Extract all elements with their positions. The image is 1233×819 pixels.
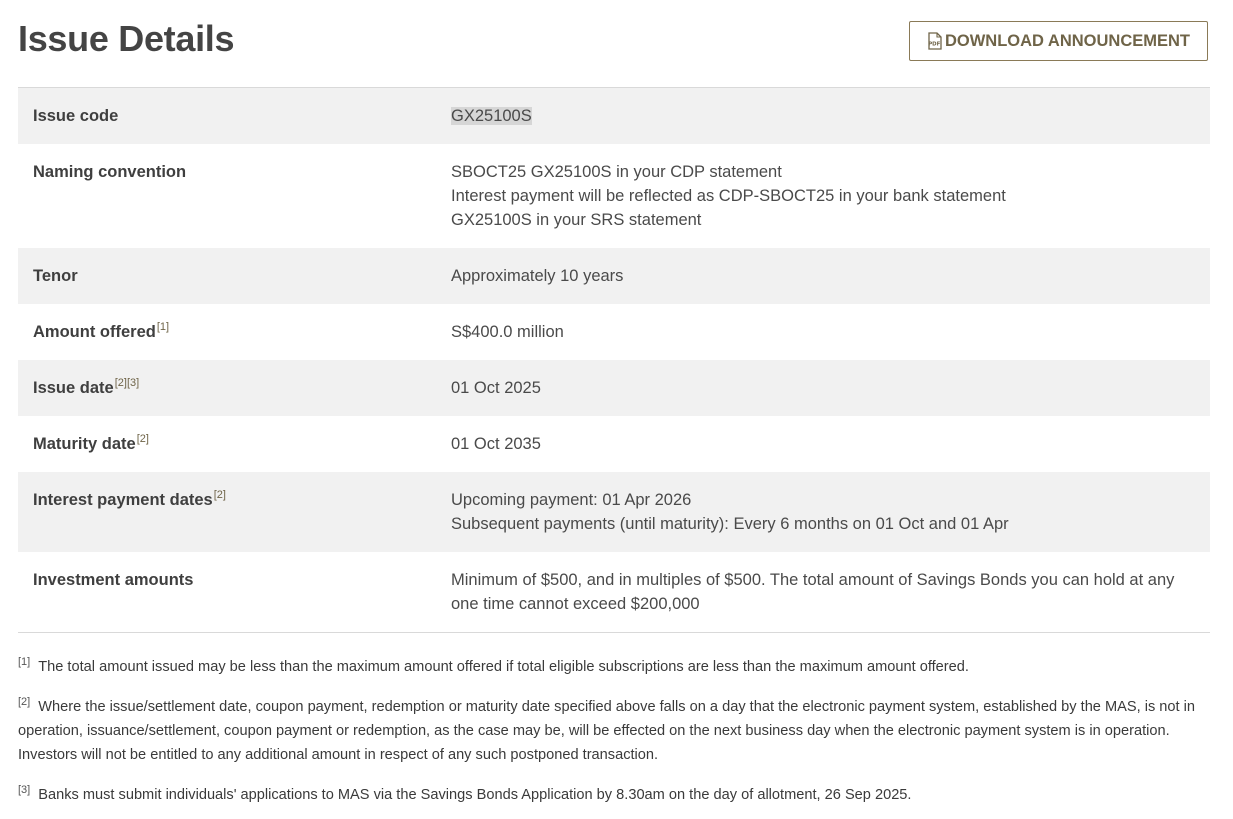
row-label-text: Tenor (33, 267, 78, 285)
row-value (421, 88, 1210, 145)
download-announcement-button[interactable] (909, 21, 1208, 61)
row-label (18, 416, 421, 472)
row-value (421, 552, 1210, 633)
row-label (18, 304, 421, 360)
row-label-text: Investment amounts (33, 571, 194, 589)
row-maturity-date (18, 416, 1210, 472)
row-value (421, 304, 1210, 360)
value-line: Approximately 10 years (451, 267, 624, 285)
footnote-ref-link[interactable]: [1] (156, 321, 170, 333)
footnote-3 (18, 783, 1200, 807)
row-label-text: Amount offered (33, 323, 156, 341)
row-tenor (18, 248, 1210, 304)
row-label-text: Maturity date (33, 435, 136, 453)
issue-code-value[interactable]: GX25100S (451, 107, 532, 125)
row-label-text: Issue code (33, 107, 119, 125)
row-label (18, 248, 421, 304)
footnote-ref-link[interactable]: [2][3] (114, 377, 140, 389)
footnote-marker: [1] (18, 656, 31, 668)
row-label (18, 360, 421, 416)
footnote-text: Where the issue/settlement date, coupon payment, redemption or maturity date specified above falls on a day that the electronic payment system, established by the MAS, is not in operation, issuance/settlement, coupon payment or redemption, as the case may be, will be effected on the next business day when the electronic payment system is in operation. Investors will not be entitled to any additional amount in respect of any such postponed transaction. (18, 699, 1196, 763)
footnote-text: Banks must submit individuals' applications to MAS via the Savings Bonds Application by 8.30am on the day of allotment, 26 Sep 2025. (38, 787, 912, 803)
pdf-icon-label: PDF (928, 41, 941, 48)
value-line: Upcoming payment: 01 Apr 2026 (451, 491, 692, 509)
value-line: 01 Oct 2035 (451, 435, 541, 453)
download-announcement-label: DOWNLOAD ANNOUNCEMENT (944, 31, 1191, 50)
row-interest-payment-dates (18, 472, 1210, 552)
row-label-text: Interest payment dates (33, 491, 213, 509)
row-value (421, 416, 1210, 472)
footnote-marker: [3] (18, 784, 31, 796)
row-value (421, 360, 1210, 416)
issue-details-table (18, 87, 1210, 633)
page-title: Issue Details (18, 18, 235, 59)
pdf-file-icon (927, 32, 943, 50)
row-value (421, 144, 1210, 248)
row-amount-offered (18, 304, 1210, 360)
row-naming-convention (18, 144, 1210, 248)
row-label (18, 88, 421, 145)
footnote-text: The total amount issued may be less than the maximum amount offered if total eligible subscriptions are less than the maximum amount offered. (38, 659, 969, 675)
footnote-2 (18, 695, 1200, 767)
row-value (421, 248, 1210, 304)
footnote-ref-link[interactable]: [2] (136, 433, 149, 445)
value-line: S$400.0 million (451, 323, 564, 341)
row-value (421, 472, 1210, 552)
footnote-ref-link[interactable]: [2] (213, 489, 226, 501)
row-investment-amounts (18, 552, 1210, 633)
value-line: 01 Oct 2025 (451, 379, 541, 397)
value-line: Interest payment will be reflected as CDP-SBOCT25 in your bank statement (451, 187, 1006, 205)
row-label (18, 552, 421, 633)
value-line: Minimum of $500, and in multiples of $500. The total amount of Savings Bonds you can hold at any one time cannot exceed $200,000 (451, 571, 1175, 613)
row-issue-code (18, 88, 1210, 145)
value-line: SBOCT25 GX25100S in your CDP statement (451, 163, 782, 181)
value-line: Subsequent payments (until maturity): Every 6 months on 01 Oct and 01 Apr (451, 515, 1009, 533)
row-label (18, 472, 421, 552)
row-label-text: Naming convention (33, 163, 187, 181)
footnote-1 (18, 655, 1200, 679)
row-label (18, 144, 421, 248)
row-label-text: Issue date (33, 379, 114, 397)
footnote-marker: [2] (18, 696, 31, 708)
value-line: GX25100S in your SRS statement (451, 211, 702, 229)
row-issue-date (18, 360, 1210, 416)
footnotes (18, 655, 1200, 819)
